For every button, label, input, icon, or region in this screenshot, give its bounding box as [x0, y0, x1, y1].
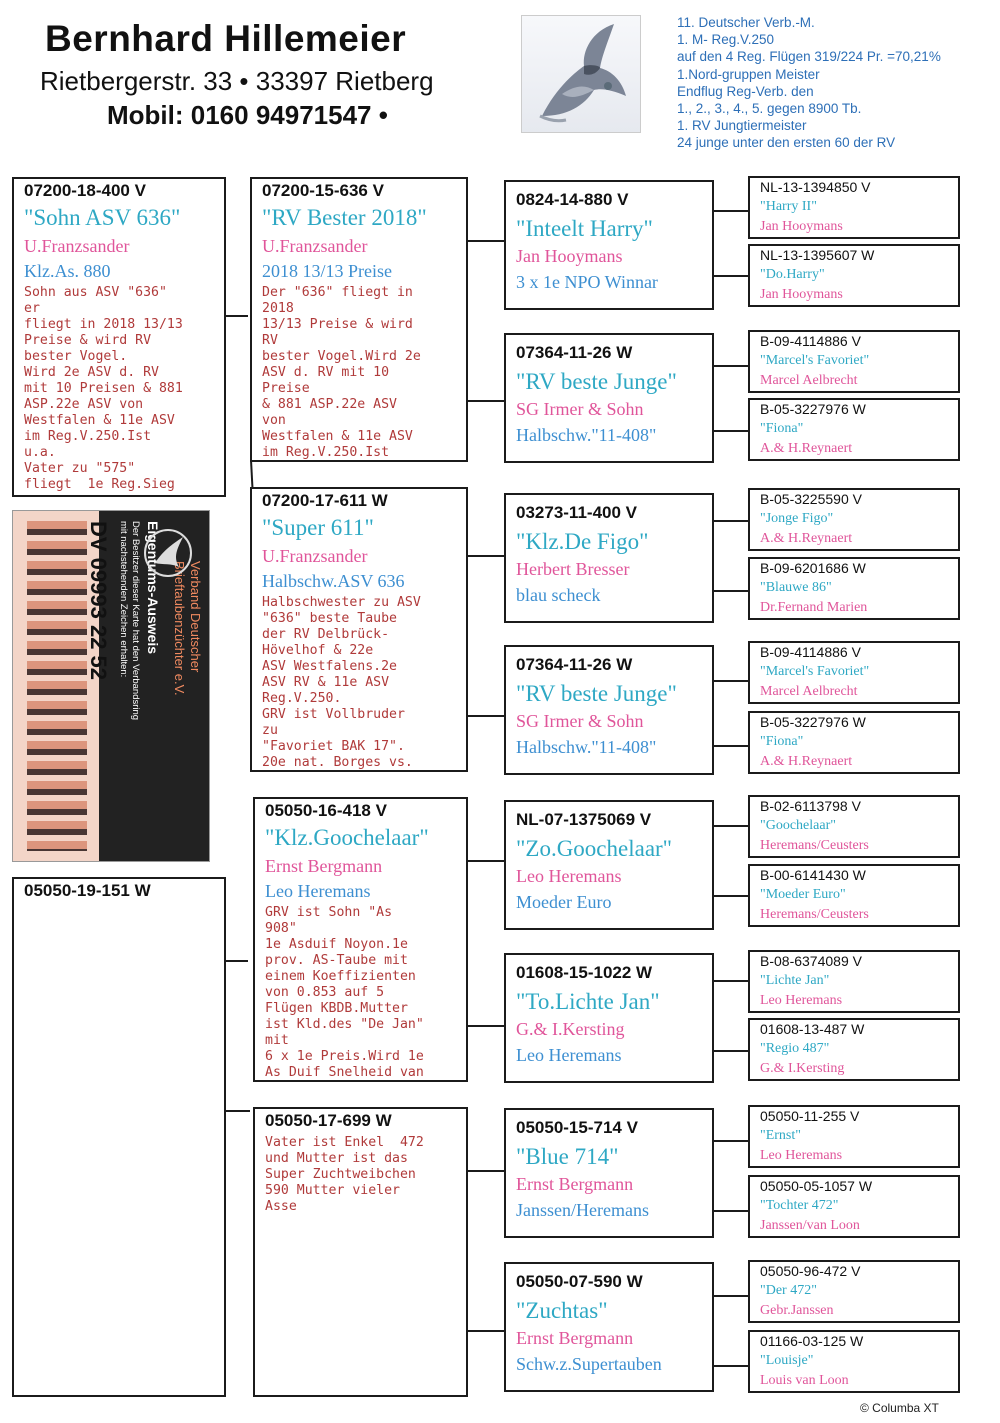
gen2-owner: G.& I.Kersting: [516, 1019, 625, 1039]
gen2-info: Halbschw."11-408": [516, 425, 657, 445]
gen1-notes: Vater ist Enkel 472 und Mutter ist das Super Zuchtweibchen 590 Mutter vieler Asse: [265, 1135, 424, 1214]
gen1-ring: 07200-17-611 W: [262, 491, 388, 510]
gen3-ring: B-02-6113798 V: [760, 798, 861, 814]
gen1-owner: Ernst Bergmann: [265, 856, 383, 876]
gen2-info: 3 x 1e NPO Winnar: [516, 272, 658, 292]
achievement-line: 1. RV Jungtiermeister: [677, 118, 807, 134]
gen3-name: "Der 472": [760, 1283, 817, 1298]
gen2-name: "Zo.Goochelaar": [516, 836, 673, 861]
gen3-box: [748, 641, 960, 704]
gen3-ring: NL-13-1395607 W: [760, 247, 875, 263]
gen2-box: [504, 493, 714, 623]
gen2-info: Schw.z.Supertauben: [516, 1354, 662, 1374]
achievement-line: 1.Nord-gruppen Meister: [677, 66, 820, 82]
gen3-name: "Jonge Figo": [760, 511, 834, 526]
mate-sire-box: [253, 797, 468, 1082]
gen2-info: Halbschw."11-408": [516, 737, 657, 757]
gen2-ring: NL-07-1375069 V: [516, 810, 652, 829]
gen3-box: [748, 795, 960, 858]
gen1-ring: 07200-15-636 V: [262, 181, 384, 200]
gen3-ring: B-09-4114886 V: [760, 333, 861, 349]
gen3-box: [748, 864, 960, 927]
gen2-owner: Herbert Bresser: [516, 559, 630, 579]
gen3-owner: Louis van Loon: [760, 1373, 849, 1388]
gen2-owner: Ernst Bergmann: [516, 1174, 634, 1194]
gen1-ring: 05050-16-418 V: [265, 801, 387, 820]
gen3-owner: Jan Hooymans: [760, 287, 843, 302]
gen1-name: "Klz.Goochelaar": [265, 825, 429, 850]
achievement-line: 11. Deutscher Verb.-M.: [677, 15, 815, 30]
gen2-name: "RV beste Junge": [516, 369, 677, 394]
dove-icon: [143, 523, 193, 583]
gen2-box: [504, 645, 714, 775]
card-org-line2: Brieftaubenzüchter e.V.: [172, 561, 187, 696]
gen3-box: [748, 176, 960, 239]
gen3-owner: Leo Heremans: [760, 1148, 843, 1163]
gen2-name: "Zuchtas": [516, 1298, 608, 1323]
gen3-ring: B-05-3227976 W: [760, 714, 866, 730]
gen2-box: [504, 1262, 714, 1392]
gen2-info: Moeder Euro: [516, 892, 612, 912]
pigeon-logo: [521, 15, 641, 133]
gen3-name: "Marcel's Favoriet": [760, 664, 870, 679]
gen3-owner: Heremans/Ceusters: [760, 838, 869, 853]
gen3-box: [748, 488, 960, 551]
gen1-name: "RV Bester 2018": [262, 205, 427, 230]
gen2-name: "To.Lichte Jan": [516, 989, 660, 1014]
gen3-name: "Fiona": [760, 421, 804, 436]
gen3-name: "Blauwe 86": [760, 580, 832, 595]
gen2-ring: 07364-11-26 W: [516, 655, 633, 674]
mate-ring: 05050-19-151 W: [24, 881, 151, 900]
gen1-notes: GRV ist Sohn "As 908" 1e Asduif Noyon.1e prov. AS-Taube mit einem Koeffizienten von 0.853 auf 5 Flügen KBDB.Mutter ist Kld.des "De Jan" mit 6 x 1e Preis.Wird 1e As Duif Snelheid van: [265, 905, 424, 1080]
gen3-box: [748, 950, 960, 1013]
subject-notes: Sohn aus ASV "636" er fliegt in 2018 13/13 Preise & wird RV bester Vogel. Wird 2e ASV d. RV mit 10 Preisen & 881 ASP.22e ASV von Westfalen & 11e ASV im Reg.V.250.Ist u.a. Vater zu "575" fliegt 1e Reg.Sieg: [24, 285, 183, 492]
gen3-box: [748, 1018, 960, 1081]
gen3-owner: Marcel Aelbrecht: [760, 684, 858, 699]
gen3-ring: B-09-4114886 V: [760, 644, 861, 660]
gen1-name: "Super 611": [262, 515, 374, 540]
gen3-owner: Gebr.Janssen: [760, 1303, 834, 1318]
gen3-name: "Lichte Jan": [760, 973, 830, 988]
gen2-owner: SG Irmer & Sohn: [516, 399, 644, 419]
gen3-box: [748, 1175, 960, 1238]
gen3-box: [748, 330, 960, 393]
gen3-box: [748, 1105, 960, 1168]
gen3-owner: Jan Hooymans: [760, 219, 843, 234]
gen2-ring: 0824-14-880 V: [516, 190, 629, 209]
subject-name: "Sohn ASV 636": [24, 205, 181, 230]
gen3-box: [748, 557, 960, 620]
gen2-info: blau scheck: [516, 585, 601, 605]
gen3-name: "Ernst": [760, 1128, 801, 1143]
gen2-owner: Ernst Bergmann: [516, 1328, 634, 1348]
gen3-box: [748, 398, 960, 461]
gen3-ring: 01166-03-125 W: [760, 1333, 864, 1349]
achievement-line: 1. M- Reg.V.250: [677, 32, 775, 48]
card-text2: mit nachstehenden Zeichen erhalten:: [118, 521, 129, 678]
subject-info: Klz.As. 880: [24, 261, 111, 281]
gen2-ring: 05050-07-590 W: [516, 1272, 643, 1291]
gen3-name: "Fiona": [760, 734, 804, 749]
achievements-list: [677, 14, 941, 152]
gen3-name: "Marcel's Favoriet": [760, 353, 870, 368]
gen3-name: "Do.Harry": [760, 267, 825, 282]
breeder-name: Bernhard Hillemeier: [45, 18, 407, 59]
achievement-line: 1., 2., 3., 4., 5. gegen 8900 Tb.: [677, 101, 862, 117]
gen3-box: [748, 1260, 960, 1323]
gen3-ring: 05050-05-1057 W: [760, 1178, 873, 1194]
gen3-name: "Moeder Euro": [760, 887, 846, 902]
gen2-name: "RV beste Junge": [516, 681, 677, 706]
gen3-box: [748, 1330, 960, 1393]
gen2-box: [504, 800, 714, 930]
gen3-name: "Louisje": [760, 1353, 814, 1368]
achievement-line: auf den 4 Reg. Flügen 319/224 Pr. =70,21%: [677, 49, 941, 65]
gen3-ring: 05050-11-255 V: [760, 1108, 860, 1124]
copyright: © Columba XT: [860, 1401, 939, 1415]
card-title: Eigentums-Ausweis: [145, 521, 161, 655]
ownership-card: [12, 510, 210, 862]
card-org-line1: Verband Deutscher: [188, 561, 203, 673]
mate-dam-box: [253, 1107, 468, 1397]
card-text1: Der Besitzer dieser Karte hat den Verbandsring: [130, 521, 141, 721]
gen3-owner: Marcel Aelbrecht: [760, 373, 858, 388]
card-ring-number: DV 09993 22 52: [86, 521, 111, 681]
gen3-ring: B-09-6201686 W: [760, 560, 866, 576]
gen3-owner: Leo Heremans: [760, 993, 843, 1008]
gen2-box: [504, 953, 714, 1083]
gen3-owner: G.& I.Kersting: [760, 1061, 845, 1076]
gen2-name: "Inteelt Harry": [516, 216, 653, 241]
gen3-name: "Harry II": [760, 199, 817, 214]
gen3-ring: B-08-6374089 V: [760, 953, 862, 969]
pigeon-icon: [522, 16, 640, 132]
gen2-box: [504, 1108, 714, 1238]
gen3-ring: B-00-6141430 W: [760, 867, 866, 883]
gen3-name: "Tochter 472": [760, 1198, 839, 1213]
dam-box: [250, 487, 468, 772]
gen2-ring: 05050-15-714 V: [516, 1118, 638, 1137]
gen1-owner: U.Franzsander: [262, 236, 368, 256]
gen2-box: [504, 333, 714, 463]
gen3-owner: Dr.Fernand Marien: [760, 600, 868, 615]
gen2-owner: Leo Heremans: [516, 866, 622, 886]
breeder-mobile: Mobil: 0160 94971547 •: [107, 100, 388, 130]
breeder-address: Rietbergerstr. 33 • 33397 Rietberg: [40, 66, 434, 96]
gen1-info: 2018 13/13 Preise: [262, 261, 392, 281]
gen1-info: Leo Heremans: [265, 881, 371, 901]
gen3-box: [748, 244, 960, 307]
gen2-owner: SG Irmer & Sohn: [516, 711, 644, 731]
subject-owner: U.Franzsander: [24, 236, 130, 256]
gen3-ring: 05050-96-472 V: [760, 1263, 861, 1279]
gen3-owner: Janssen/van Loon: [760, 1218, 860, 1233]
gen1-owner: U.Franzsander: [262, 546, 368, 566]
gen1-ring: 05050-17-699 W: [265, 1111, 392, 1130]
gen1-info: Halbschw.ASV 636: [262, 571, 405, 591]
gen2-name: "Klz.De Figo": [516, 529, 649, 554]
achievement-line: 24 junge unter den ersten 60 der RV: [677, 135, 896, 151]
subject-ring: 07200-18-400 V: [24, 181, 146, 200]
gen3-name: "Regio 487": [760, 1041, 830, 1056]
gen2-info: Leo Heremans: [516, 1045, 622, 1065]
mate-pigeon-box: [12, 877, 226, 1397]
gen2-name: "Blue 714": [516, 1144, 619, 1169]
gen3-owner: Heremans/Ceusters: [760, 907, 869, 922]
gen3-box: [748, 711, 960, 774]
gen2-ring: 03273-11-400 V: [516, 503, 637, 522]
gen3-name: "Goochelaar": [760, 818, 836, 833]
gen3-owner: A.& H.Reynaert: [760, 531, 853, 546]
gen3-ring: 01608-13-487 W: [760, 1021, 865, 1037]
gen3-ring: B-05-3225590 V: [760, 491, 862, 507]
subject-pigeon-box: [12, 177, 226, 497]
gen3-ring: B-05-3227976 W: [760, 401, 866, 417]
sire-box: [250, 177, 468, 462]
achievement-line: Endflug Reg-Verb. den: [677, 83, 814, 99]
gen2-box: [504, 180, 714, 310]
gen2-owner: Jan Hooymans: [516, 246, 623, 266]
gen2-ring: 07364-11-26 W: [516, 343, 633, 362]
gen3-owner: A.& H.Reynaert: [760, 754, 853, 769]
gen3-owner: A.& H.Reynaert: [760, 441, 853, 456]
gen3-ring: NL-13-1394850 V: [760, 179, 871, 195]
gen2-info: Janssen/Heremans: [516, 1200, 649, 1220]
gen1-notes: Halbschwester zu ASV "636" beste Taube der RV Delbrück- Hövelhof & 22e ASV Westfalens.2e ASV RV & 11e ASV Reg.V.250. GRV ist Vollbruder zu "Favoriet BAK 17". 20e nat. Borges vs.: [262, 595, 421, 770]
gen1-notes: Der "636" fliegt in 2018 13/13 Preise & wird RV bester Vogel.Wird 2e ASV d. RV mit 10 Preise & 881 ASP.22e ASV von Westfalen & 11e ASV im Reg.V.250.Ist: [262, 285, 421, 460]
gen2-ring: 01608-15-1022 W: [516, 963, 653, 982]
